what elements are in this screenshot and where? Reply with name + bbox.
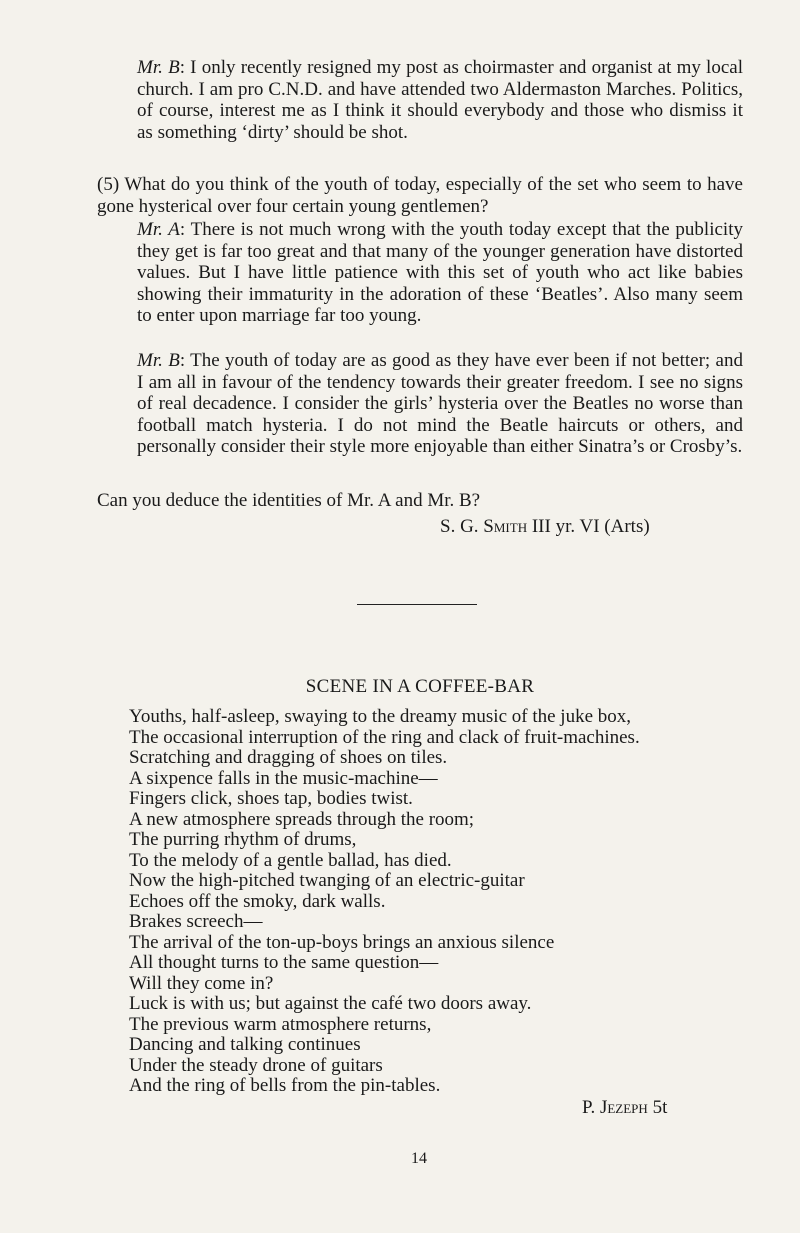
poem-line: And the ring of bells from the pin-tables. <box>129 1075 441 1096</box>
poem-line: Luck is with us; but against the café two doors away. <box>129 993 532 1014</box>
author-class: 5t <box>652 1097 668 1118</box>
answer-text: : I only recently resigned my post as choirmaster and organist at my local church. I am pro C.N.D. and have attended two Aldermaston Marches. Politics, of course, interest me as I think it should everybody and those who dismiss it as something ‘dirty’ should be shot. <box>137 57 743 143</box>
poem-line: Fingers click, shoes tap, bodies twist. <box>129 788 413 809</box>
page-number: 14 <box>411 1150 427 1167</box>
poem-line: Now the high-pitched twanging of an electric-guitar <box>129 870 525 891</box>
poem-line: Will they come in? <box>129 972 274 994</box>
poem-line: A new atmosphere spreads through the room; <box>129 808 475 830</box>
author-surname: Smith <box>483 516 528 537</box>
author-class: III yr. VI (Arts) <box>531 516 650 537</box>
speaker-label: Mr. B <box>137 350 180 371</box>
poem-line: The purring rhythm of drums, <box>129 829 357 850</box>
section-divider <box>357 604 477 605</box>
poem-line: To the melody of a gentle ballad, has died. <box>129 849 452 871</box>
poem-line: Under the steady drone of guitars <box>129 1054 383 1076</box>
closing-question: Can you deduce the identities of Mr. A and Mr. B? <box>97 490 481 511</box>
author-surname: Jezeph <box>599 1097 648 1118</box>
author-initial: P. <box>582 1097 596 1118</box>
speaker-label: Mr. A <box>137 219 180 240</box>
poem-line: Scratching and dragging of shoes on tiles. <box>129 747 448 768</box>
poem-line: The previous warm atmosphere returns, <box>129 1013 432 1035</box>
poem-line: Echoes off the smoky, dark walls. <box>129 890 386 912</box>
poem-title: SCENE IN A COFFEE-BAR <box>305 676 535 697</box>
mr-a-answer-5 <box>137 219 743 327</box>
answer-text: : There is not much wrong with the youth today except that the publicity they get is far too great and that many of the younger generation have distorted values. But I have little patience with this set of youth who act like babies showing their immaturity in the adoration of these ‘Beatles’. Also many seem to enter upon marriage far too young. <box>137 219 743 327</box>
poem-line: Brakes screech— <box>129 911 263 932</box>
poem-body <box>129 707 640 1097</box>
speaker-label: Mr. B <box>137 57 180 78</box>
author-signature-1 <box>440 516 650 538</box>
poem-line: All thought turns to the same question— <box>129 952 439 973</box>
poem-line: The occasional interruption of the ring and clack of fruit-machines. <box>129 726 640 748</box>
author-initials: S. G. <box>440 516 479 537</box>
question-5: (5) What do you think of the youth of today, especially of the set who seem to have gone hysterical over four certain young gentlemen? <box>97 174 743 217</box>
mr-b-answer-4 <box>137 57 743 143</box>
answer-text: : The youth of today are as good as they have ever been if not better; and I am all in favour of the tendency towards their greater freedom. I see no signs of real decadence. I consider the girls’ hysteria over the Beatles no worse than football match hysteria. I do not mind the Beatle haircuts or others, and personally consider their style more enjoyable than either Sinatra’s or Crosby’s. <box>137 350 743 458</box>
poem-line: Youths, half-asleep, swaying to the dreamy music of the juke box, <box>129 706 632 727</box>
author-signature-2 <box>582 1097 667 1119</box>
poem-line: A sixpence falls in the music-machine— <box>129 767 438 789</box>
poem-line: Dancing and talking continues <box>129 1034 361 1055</box>
poem-line: The arrival of the ton-up-boys brings an anxious silence <box>129 931 555 953</box>
mr-b-answer-5 <box>137 350 743 458</box>
